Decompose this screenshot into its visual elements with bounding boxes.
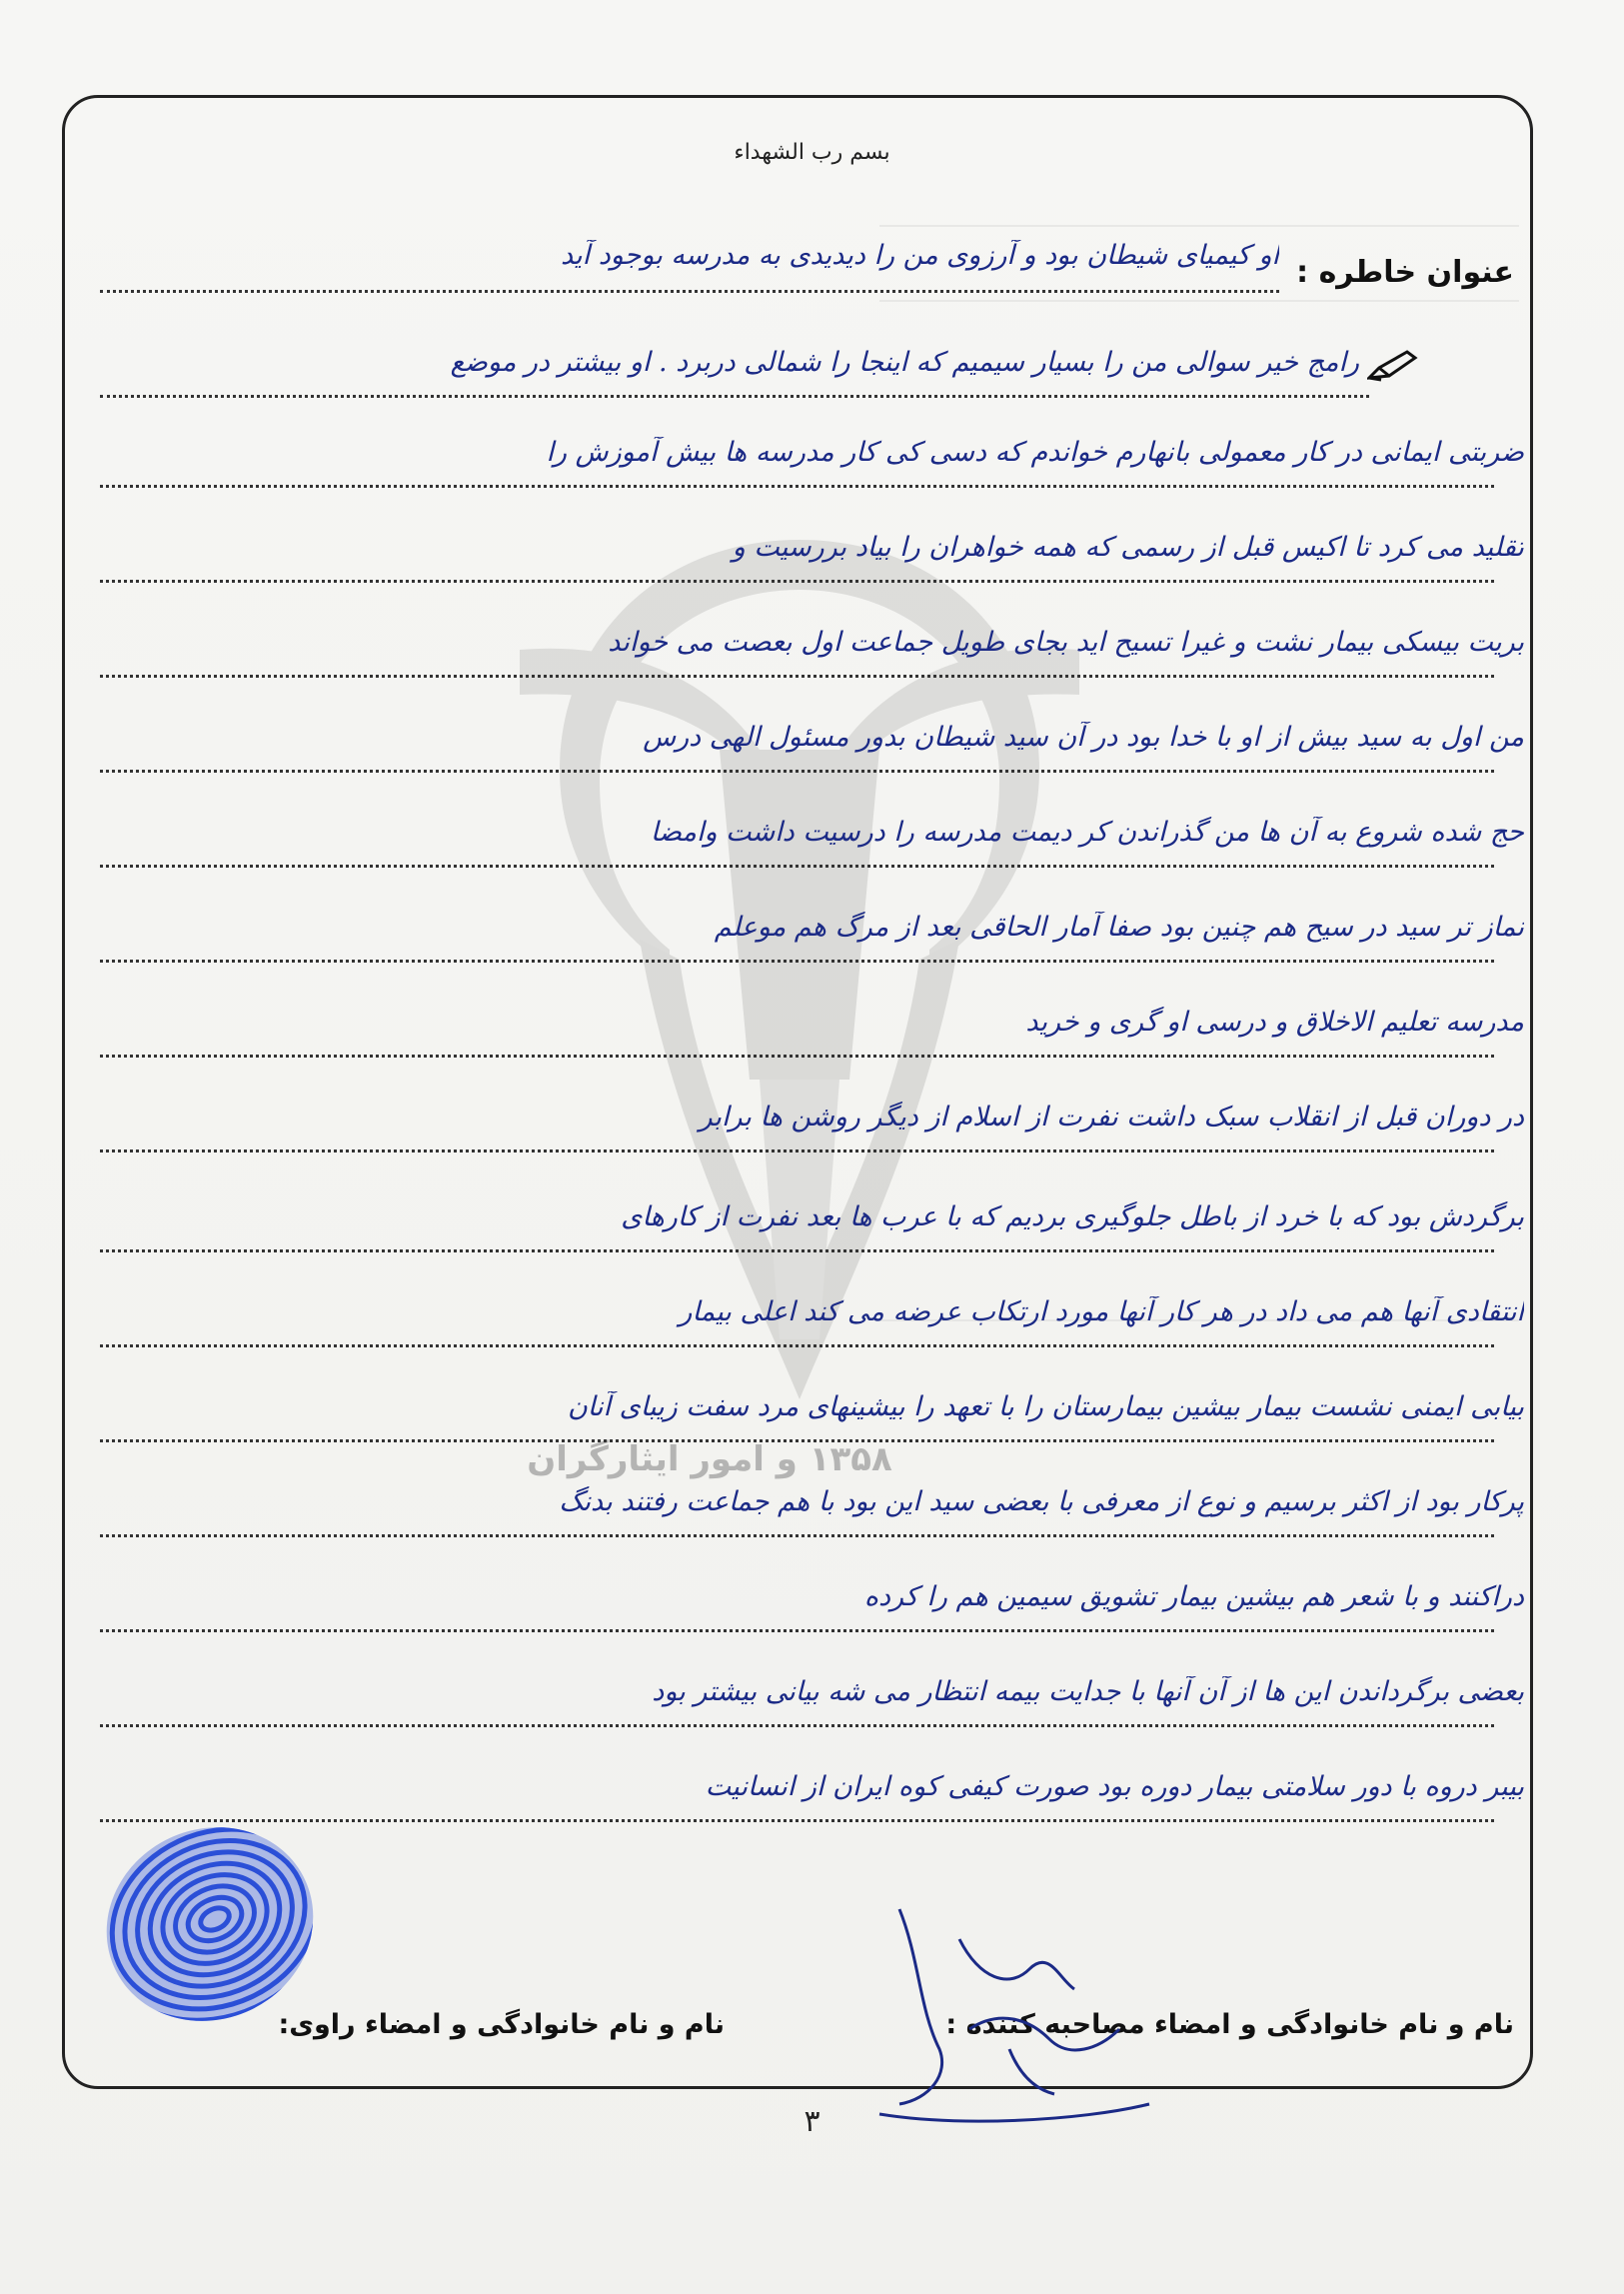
ruled-line <box>100 675 1494 678</box>
ruled-line <box>100 1439 1494 1442</box>
handwritten-line: تقلید می کرد تا اکیس قبل از رسمی که همه خواهران را بیاد بررسیت و <box>732 532 1524 563</box>
ruled-line <box>100 770 1494 773</box>
ruled-line <box>100 580 1494 583</box>
handwritten-line: انتقادی آنها هم می داد در هر کار آنها مورد ارتکاب عرضه می کند اعلی بیمار <box>679 1296 1524 1327</box>
handwritten-line: رامج خیر سوالی من را بسیار سیمیم که اینجا را شمالی دربرد . او بیشتر در موضع <box>450 347 1359 378</box>
memory-title-label: عنوان خاطره : <box>1296 255 1514 290</box>
handwritten-line: دراکنند و با شعر هم بیشین بیمار تشویق سیمین هم را کرده <box>863 1581 1524 1612</box>
ruled-line <box>100 1055 1494 1058</box>
ruled-line <box>100 960 1494 963</box>
ruled-line <box>100 1534 1494 1537</box>
handwritten-line: بیابی ایمنی نشست بیمار بیشین بیمارستان را با تعهد را بیشینهای مرد سفت زیبای آنان <box>567 1391 1524 1422</box>
handwritten-line: ضربتی ایمانی در کار معمولی بانهارم خواندم که دسی کی کار مدرسه ها بیش آموزش را <box>546 437 1524 468</box>
page-number: ۳ <box>804 2104 820 2139</box>
ruled-line <box>100 1249 1494 1252</box>
handwritten-line: برگردش بود که با خرد از باطل جلوگیری بردیم که با عرب ها بعد نفرت از کارهای <box>621 1201 1524 1232</box>
fingerprint <box>95 1819 325 2029</box>
handwritten-line: حج شده شروع به آن ها من گذراندن کر دیمت مدرسه را درسیت داشت وامضا <box>650 817 1524 848</box>
ruled-line <box>100 1149 1494 1152</box>
narrator-signature-label: نام و نام خانوادگی و امضاء راوی: <box>278 2009 725 2040</box>
ruled-line <box>100 485 1494 488</box>
handwritten-line: بریت بیسکی بیمار نشت و غیرا تسیح اید بجای طویل جماعت اول بعصت می خواند <box>608 627 1524 658</box>
header-title: بسم رب الشهداء <box>734 140 890 165</box>
interviewer-signature <box>859 1899 1159 2129</box>
handwritten-line: نماز تر سید در سیح هم چنین بود صفا آمار الحاقی بعد از مرگ هم موعلم <box>714 912 1524 943</box>
handwritten-line: من اول به سید بیش از او با خدا بود در آن سید شیطان بدور مسئول الهی درس <box>643 722 1524 753</box>
ruled-line <box>100 1344 1494 1347</box>
ruled-line <box>100 395 1369 398</box>
handwritten-line: بیبر دروه با دور سلامتی بیمار دوره بود صورت کیفی کوه ایران از انسانیت <box>705 1771 1524 1802</box>
handwritten-line: مدرسه تعلیم الاخلاق و درسی او گری و خرید <box>1025 1007 1524 1038</box>
ruled-line <box>100 1629 1494 1632</box>
watermark-text: ۱۳۵۸ و امور ایثارگران <box>527 1439 892 1479</box>
interviewer-signature-label: نام و نام خانوادگی و امضاء مصاحبه کننده : <box>945 2009 1514 2040</box>
title-dotted-line <box>100 290 1279 293</box>
ruled-line <box>100 1724 1494 1727</box>
memory-title-handwriting: او کیمیای شیطان بود و آرزوی من را دیدیدی به مدرسه بوجود آید <box>560 240 1279 271</box>
pen-icon <box>1367 348 1419 382</box>
handwritten-line: در دوران قبل از انقلاب سبک داشت نفرت از اسلام از دیگر روشن ها برابر <box>699 1102 1524 1133</box>
handwritten-line: پرکار بود از اکثر برسیم و نوع از معرفی با بعضی سید این بود با هم جماعت رفتند بدنگ <box>559 1486 1524 1517</box>
ruled-line <box>100 865 1494 868</box>
handwritten-line: بعضی برگرداندن این ها از آن آنها با جدایت بیمه انتظار می شه بیانی بیشتر بود <box>652 1676 1524 1707</box>
